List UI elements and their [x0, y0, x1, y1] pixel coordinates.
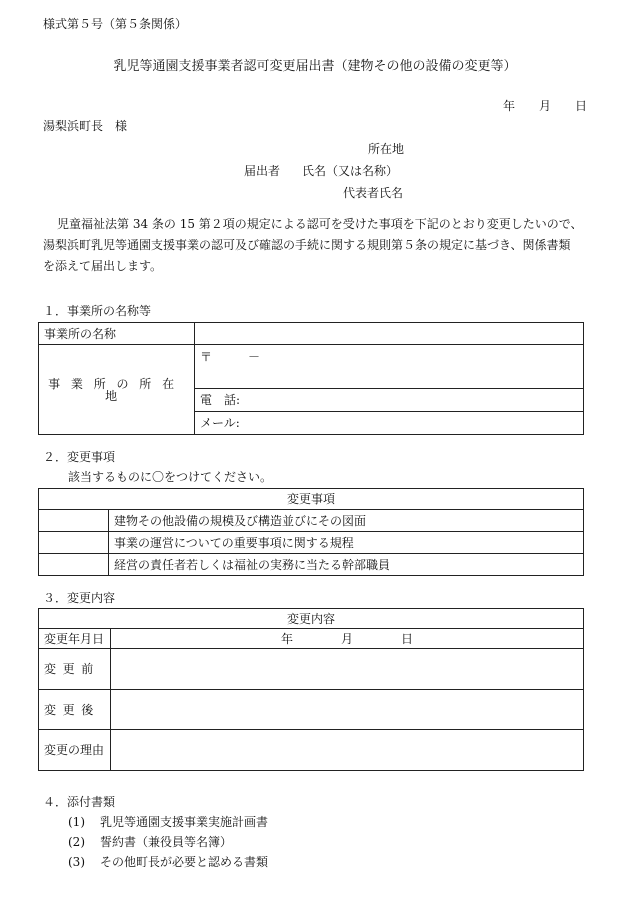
section2-heading: ２．変更事項: [43, 450, 116, 464]
intro-paragraph: [43, 214, 591, 277]
section1-heading: １．事業所の名称等: [43, 304, 152, 318]
attachment-num-1: (1): [68, 815, 85, 829]
change-item-mark-2[interactable]: [39, 532, 109, 554]
attachment-num-3: (3): [68, 855, 85, 869]
change-date-label: 変更年月日: [39, 629, 111, 649]
after-change-label: 変更後: [39, 690, 111, 730]
facility-location-label: 事業所の所在地: [39, 345, 195, 435]
attachment-item-3: その他町長が必要と認める書類: [100, 855, 269, 869]
document-title: 乳児等通園支援事業者認可変更届出書（建物その他の設備の変更等）: [113, 59, 517, 74]
intro-line-3: を添えて届出します。: [43, 259, 163, 273]
postal-code-field[interactable]: 〒 －: [195, 345, 584, 389]
facility-name-field[interactable]: [195, 323, 584, 345]
change-item-1: 建物その他設備の規模及び構造並びにその図面: [109, 510, 584, 532]
change-content-table: [38, 608, 584, 771]
change-item-mark-3[interactable]: [39, 554, 109, 576]
after-change-field[interactable]: [111, 690, 584, 730]
representative-label: 代表者氏名: [343, 186, 404, 200]
facility-name-label: 事業所の名称: [39, 323, 195, 345]
change-content-header: 変更内容: [39, 609, 584, 629]
attachment-num-2: (2): [68, 835, 85, 849]
section2-instruction: 該当するものに〇をつけてください。: [68, 470, 273, 484]
phone-field[interactable]: 電 話:: [195, 389, 584, 412]
attachment-item-2: 誓約書（兼役員等名簿）: [100, 835, 233, 849]
change-date-day: 日: [401, 632, 414, 646]
change-reason-field[interactable]: [111, 730, 584, 771]
form-number: 様式第５号（第５条関係）: [43, 17, 188, 31]
date-year-label: 年: [503, 99, 516, 113]
addressee: 湯梨浜町長 様: [43, 119, 128, 133]
name-label: 氏名（又は名称）: [302, 164, 399, 178]
change-reason-label: 変更の理由: [39, 730, 111, 771]
section4-heading: ４．添付書類: [43, 795, 116, 809]
intro-line-1: 児童福祉法第 34 条の 15 第２項の規定による認可を受けた事項を下記のとおり変更したいので、: [57, 217, 583, 231]
before-change-field[interactable]: [111, 649, 584, 690]
change-items-table: [38, 488, 584, 576]
address-label: 所在地: [368, 142, 405, 156]
attachment-item-1: 乳児等通園支援事業実施計画書: [100, 815, 269, 829]
applicant-role-label: 届出者: [244, 164, 281, 178]
change-date-month: 月: [341, 632, 354, 646]
change-date-field[interactable]: [111, 629, 584, 649]
change-date-year: 年: [281, 632, 294, 646]
facility-table: [38, 322, 584, 435]
date-month-label: 月: [539, 99, 552, 113]
intro-line-2: 湯梨浜町乳児等通園支援事業の認可及び確認の手続に関する規則第５条の規定に基づき、関係書類: [43, 238, 571, 252]
change-item-mark-1[interactable]: [39, 510, 109, 532]
date-day-label: 日: [575, 99, 588, 113]
change-item-3: 経営の責任者若しくは福祉の実務に当たる幹部職員: [109, 554, 584, 576]
before-change-label: 変更前: [39, 649, 111, 690]
change-items-header: 変更事項: [39, 489, 584, 510]
section3-heading: ３．変更内容: [43, 591, 116, 605]
email-field[interactable]: メール:: [195, 412, 584, 435]
change-item-2: 事業の運営についての重要事項に関する規程: [109, 532, 584, 554]
